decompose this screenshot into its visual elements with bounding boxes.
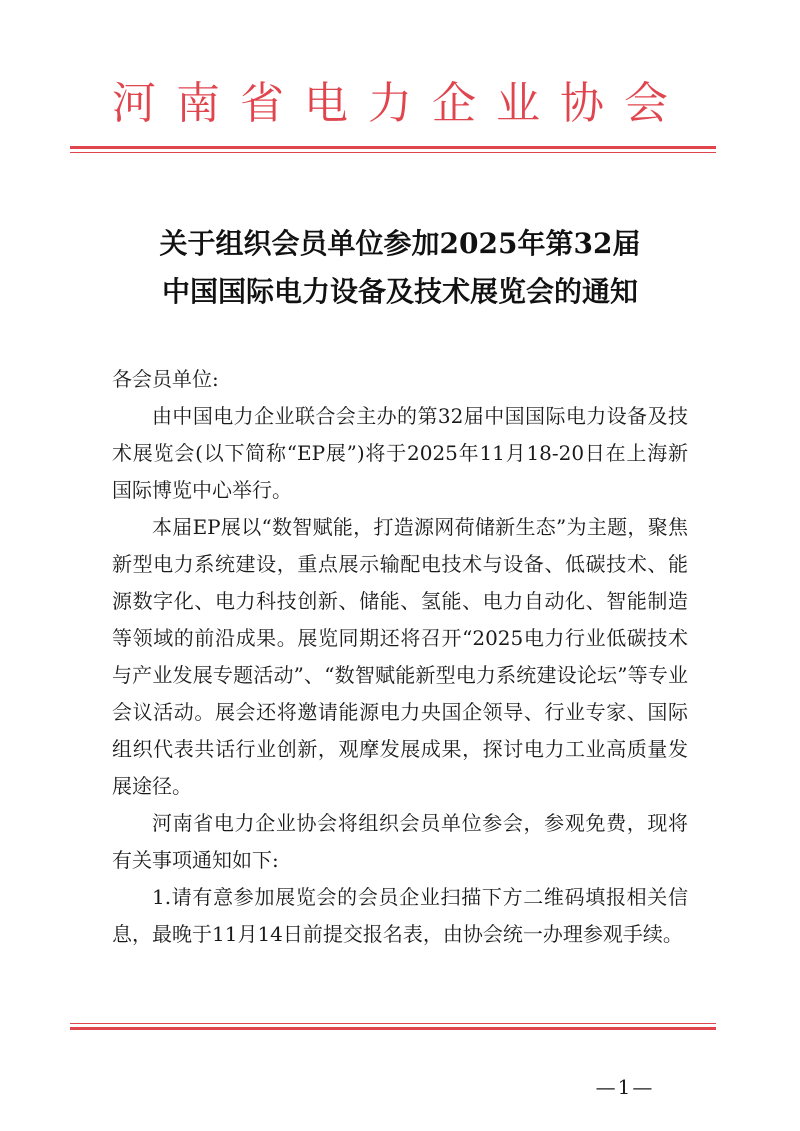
page-number: —1—	[595, 1075, 655, 1099]
footer-divider-thin	[70, 1023, 716, 1024]
body-paragraph-2: 本届EP展以“数智赋能，打造源网荷储新生态”为主题，聚焦新型电力系统建设，重点展示输配电技术与设备、低碳技术、能源数字化、电力科技创新、储能、氢能、电力自动化、智能制造等领域的前沿成果。展览同期还将召开“2025电力行业低碳技术与产业发展专题活动”、“数智赋能新型电力系统建设论坛”等专业会议活动。展会还将邀请能源电力央国企领导、行业专家、国际组织代表共话行业创新，观摩发展成果，探讨电力工业高质量发展途径。	[112, 515, 688, 798]
letterhead-organization-name: 河南省电力企业协会	[112, 78, 688, 129]
body-paragraph-3: 河南省电力企业协会将组织会员单位参会，参观免费，现将有关事项通知如下:	[112, 811, 688, 872]
body-paragraph-4: 1.请有意参加展览会的会员企业扫描下方二维码填报相关信息，最晚于11月14日前提交报名表，由协会统一办理参观手续。	[112, 885, 688, 946]
letterhead-divider-thick	[70, 146, 716, 149]
letterhead-divider-thin	[70, 152, 716, 153]
notice-title-line-1: 关于组织会员单位参加2025年第32届	[159, 227, 641, 260]
body-paragraph-1: 由中国电力企业联合会主办的第32届中国国际电力设备及技术展览会(以下简称“EP展”)将于2025年11月18-20日在上海新国际博览中心举行。	[112, 404, 688, 502]
notice-title-line-2: 中国国际电力设备及技术展览会的通知	[161, 275, 638, 308]
salutation: 各会员单位:	[112, 367, 219, 391]
footer-divider-thick	[70, 1027, 716, 1030]
